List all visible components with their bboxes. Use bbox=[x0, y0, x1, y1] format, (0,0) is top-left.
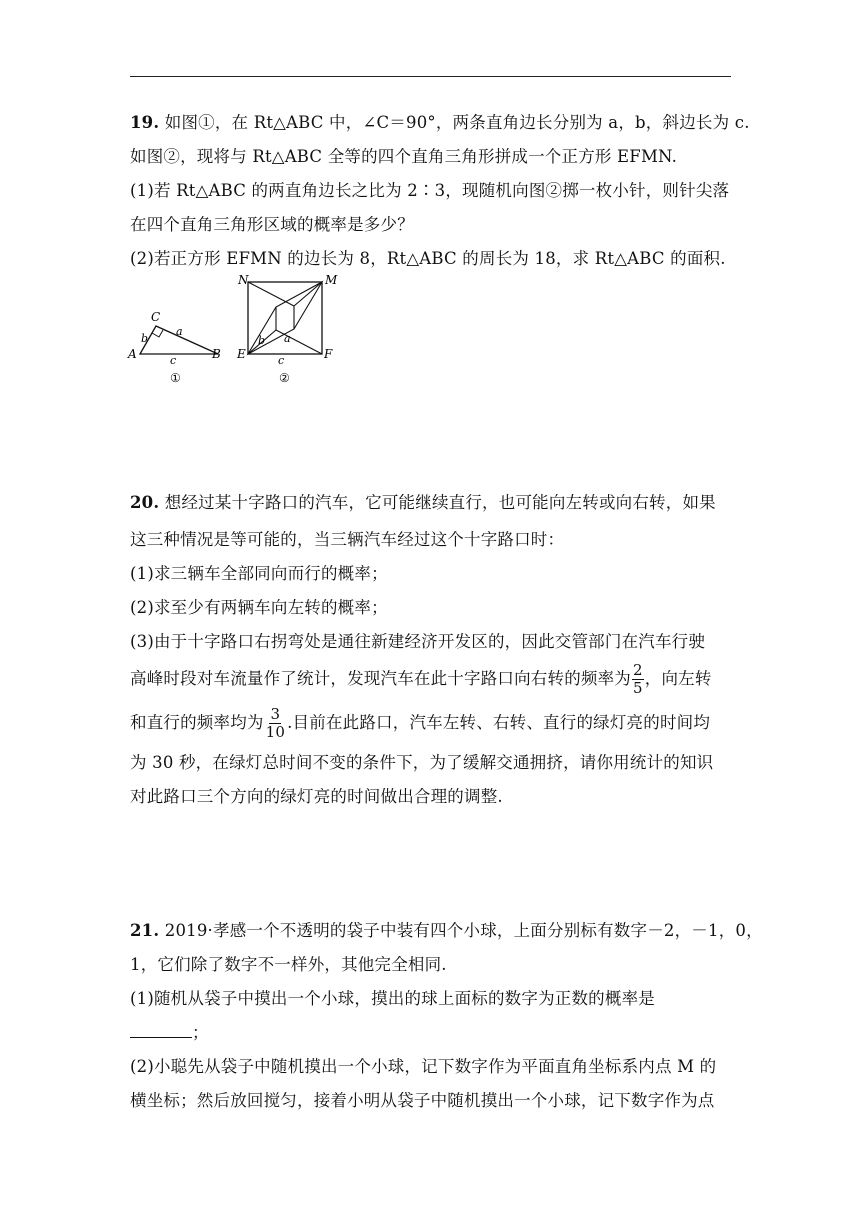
figure-2-square-efmn bbox=[232, 270, 344, 386]
q21-part-2-line-2: 横坐标；然后放回搅匀，接着小明从袋子中随机摸出一个小球，记下数字作为点 bbox=[130, 1091, 715, 1110]
fraction-two-fifths bbox=[632, 662, 644, 697]
label-b: b bbox=[141, 332, 149, 345]
fraction-denominator: 5 bbox=[633, 679, 643, 697]
answer-blank[interactable] bbox=[130, 1023, 192, 1038]
label-E: E bbox=[237, 347, 246, 361]
label-B: B bbox=[212, 347, 221, 361]
label-a: a bbox=[284, 332, 291, 345]
triangle-edge-3 bbox=[248, 282, 294, 306]
label-N: N bbox=[238, 273, 249, 287]
label-c: c bbox=[170, 354, 177, 367]
q20-part-3-line-4: 为 30 秒，在绿灯总时间不变的条件下，为了缓解交通拥挤，请你用统计的知识 bbox=[130, 753, 714, 772]
q21-part-1: (1)随机从袋子中摸出一个小球，摸出的球上面标的数字为正数的概率是 bbox=[130, 989, 655, 1008]
q21-part-1-answer bbox=[130, 1022, 209, 1044]
label-c: c bbox=[278, 354, 285, 367]
q20-line-1 bbox=[130, 492, 716, 514]
q19-part-1-cont: 在四个直角三角形区域的概率是多少？ bbox=[130, 215, 414, 234]
q20-part-3-line-3 bbox=[130, 704, 710, 742]
q21-part-2: (2)小聪先从袋子中随机摸出一个小球，记下数字作为平面直角坐标系内点 M 的 bbox=[130, 1057, 717, 1076]
q19-part-1: (1)若 Rt△ABC 的两直角边长之比为 2∶3，现随机向图②掷一枚小针，则针尖落 bbox=[130, 181, 730, 200]
q21-text-4: ； bbox=[192, 1023, 209, 1042]
figure-1-caption: ① bbox=[170, 371, 181, 385]
header-rule bbox=[130, 76, 731, 77]
q20-text-1: 想经过某十字路口的汽车，它可能继续直行，也可能向左转或向右转，如果 bbox=[159, 493, 716, 512]
q19-text-1: 如图①，在 Rt△ABC 中，∠C＝90°，两条直角边长分别为 a，b，斜边长为 c. bbox=[159, 113, 750, 132]
q21-number: 21. bbox=[130, 921, 160, 940]
q20-part-3: (3)由于十字路口右拐弯处是通往新建经济开发区的，因此交管部门在汽车行驶 bbox=[130, 632, 706, 651]
q20-text-6b: ，向左转 bbox=[644, 669, 712, 688]
q20-line-2: 这三种情况是等可能的，当三辆汽车经过这个十字路口时： bbox=[130, 530, 565, 549]
fraction-three-tenths bbox=[265, 706, 287, 741]
label-M: M bbox=[325, 273, 338, 287]
triangle-edge-2 bbox=[276, 330, 322, 354]
triangle-edge-4 bbox=[294, 282, 322, 306]
q20-text-6a: 高峰时段对车流量作了统计，发现汽车在此十字路口向右转的频率为 bbox=[130, 669, 631, 688]
fraction-numerator: 2 bbox=[633, 661, 643, 679]
q21-line-2: 1，它们除了数字不一样外，其他完全相同. bbox=[130, 955, 447, 974]
label-F: F bbox=[324, 347, 333, 361]
label-A: A bbox=[128, 347, 137, 361]
q19-line-1 bbox=[130, 112, 750, 134]
q19-part-2: (2)若正方形 EFMN 的边长为 8，Rt△ABC 的周长为 18，求 Rt△ABC 的面积. bbox=[130, 249, 726, 268]
q21-line-1 bbox=[130, 920, 763, 942]
fraction-numerator: 3 bbox=[270, 705, 281, 723]
q20-part-2: (2)求至少有两辆车向左转的概率； bbox=[130, 598, 388, 617]
figure-1-right-triangle bbox=[126, 306, 226, 386]
q20-number: 20. bbox=[130, 493, 160, 512]
fraction-denominator: 10 bbox=[265, 723, 286, 741]
q21-text-1: 2019·孝感一个不透明的袋子中装有四个小球，上面分别标有数字－2，－1，0， bbox=[159, 921, 763, 940]
figure-2-caption: ② bbox=[279, 371, 290, 385]
label-a: a bbox=[176, 325, 183, 338]
q19-number: 19. bbox=[130, 113, 160, 132]
label-C: C bbox=[151, 310, 161, 324]
q20-part-3-line-2 bbox=[130, 660, 712, 698]
q20-part-3-line-5: 对此路口三个方向的绿灯亮的时间做出合理的调整. bbox=[130, 787, 503, 806]
label-b: b bbox=[258, 334, 266, 347]
q20-text-7a: 和直行的频率均为 bbox=[130, 713, 264, 732]
q20-text-7b: .目前在此路口，汽车左转、右转、直行的绿灯亮的时间均 bbox=[287, 713, 711, 732]
q20-part-1: (1)求三辆车全部同向而行的概率； bbox=[130, 564, 388, 583]
q19-line-2: 如图②，现将与 Rt△ABC 全等的四个直角三角形拼成一个正方形 EFMN. bbox=[130, 147, 678, 166]
